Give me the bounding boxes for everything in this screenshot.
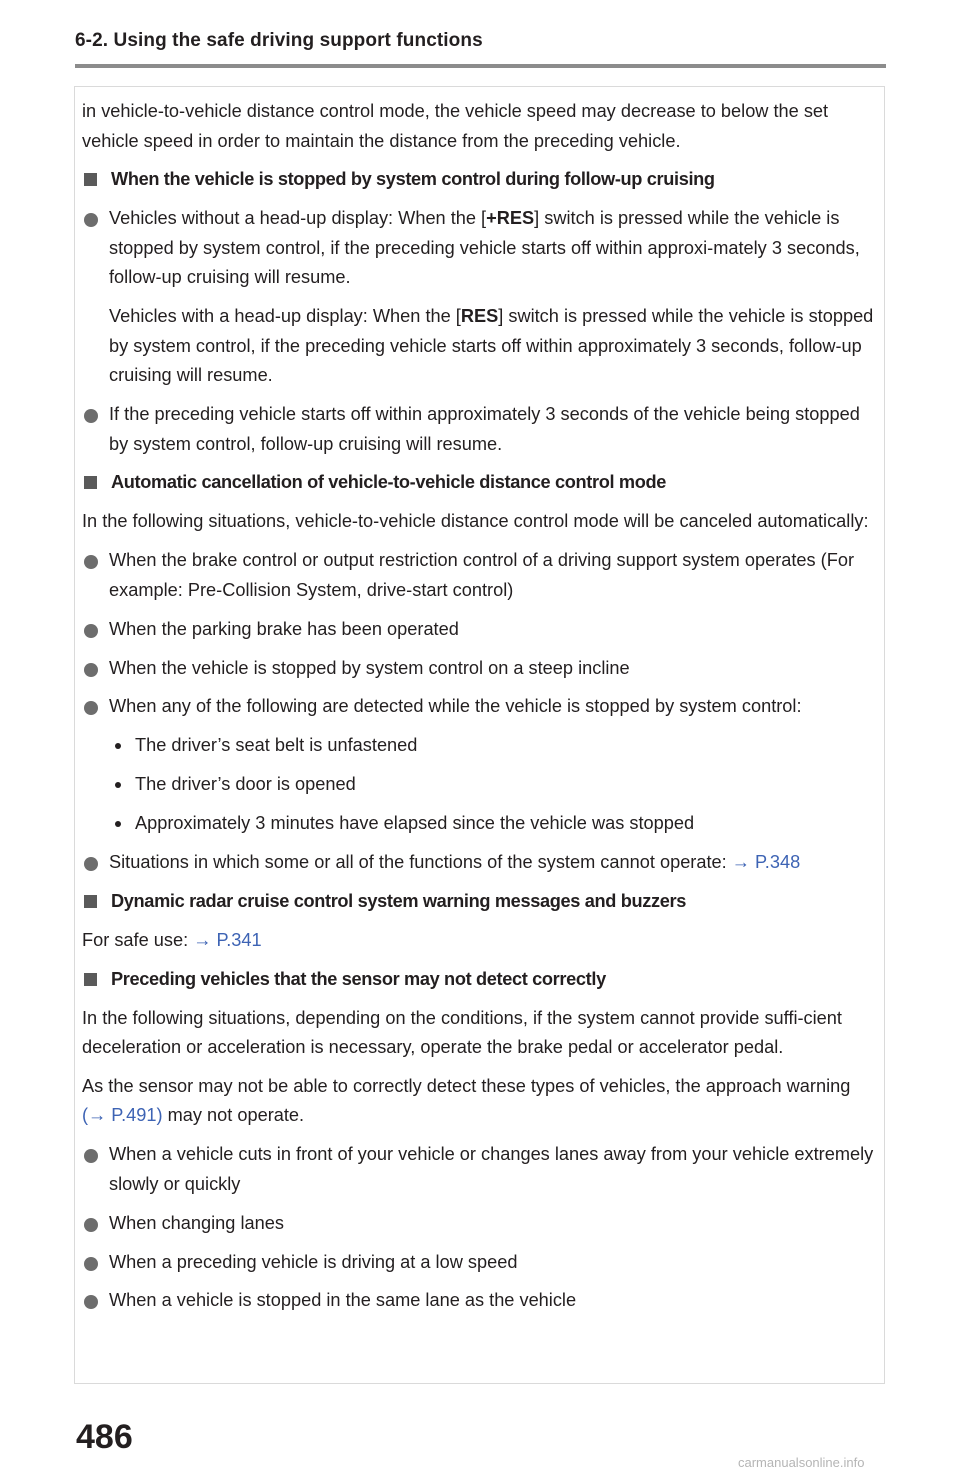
warnings-paragraph [82, 926, 877, 956]
square-bullet-icon [84, 895, 97, 908]
page-link-491[interactable]: (→ P.491) [82, 1105, 163, 1126]
sub-list-item [82, 731, 877, 761]
circle-bullet-icon [84, 624, 98, 638]
item-text: When the parking brake has been operated [109, 618, 459, 639]
square-bullet-icon [84, 973, 97, 986]
circle-bullet-icon [84, 1295, 98, 1309]
circle-bullet-icon [84, 1257, 98, 1271]
heading-preceding-text: Preceding vehicles that the sensor may not detect correctly [111, 968, 606, 989]
list-item [82, 848, 877, 878]
item-text: If the preceding vehicle starts off within approximately 3 seconds of the vehicle being stopped by system control, follow-up cruising will resume. [109, 404, 860, 454]
preceding-paragraph-2 [82, 1072, 877, 1131]
item-text: When any of the following are detected while the vehicle is stopped by system control: [109, 696, 802, 717]
cancellation-intro: In the following situations, vehicle-to-vehicle distance control mode will be canceled automatically: [82, 511, 869, 532]
circle-bullet-icon [84, 663, 98, 677]
heading-cancellation-text: Automatic cancellation of vehicle-to-vehicle distance control mode [111, 472, 666, 493]
header-divider [75, 64, 886, 68]
item-text-post: ] switch is pressed while the vehicle is stopped by system control, if the preceding vehicle starts off within approxi-mately 3 seconds, follow-up cruising will resume. [109, 208, 860, 288]
page-link-341[interactable]: → P.341 [193, 929, 262, 950]
small-bullet-icon [115, 782, 121, 788]
circle-bullet-icon [84, 555, 98, 569]
list-item [82, 654, 877, 684]
page-number: 486 [76, 1418, 133, 1456]
p2-text-pre: As the sensor may not be able to correctly detect these types of vehicles, the approach warning [82, 1075, 851, 1096]
list-item [82, 1140, 877, 1199]
square-bullet-icon [84, 476, 97, 489]
item-text: When changing lanes [109, 1212, 284, 1233]
watermark: carmanualsonline.info [738, 1455, 865, 1470]
sub-list-item [82, 770, 877, 800]
list-item [82, 204, 877, 293]
heading-stopped-text: When the vehicle is stopped by system control during follow-up cruising [111, 169, 715, 190]
item-text-pre: Vehicles with a head-up display: When the [ [109, 306, 461, 327]
p2-text-post: may not operate. [167, 1105, 305, 1126]
sub-list-item [82, 809, 877, 839]
sub-item-text: The driver’s door is opened [135, 774, 356, 795]
preceding-paragraph-1: In the following situations, depending on the conditions, if the system cannot provide suffi-cient deceleration or acceleration is necessary, operate the brake pedal or accelerator pedal. [82, 1007, 842, 1058]
heading-preceding [82, 965, 877, 995]
item-text: When the vehicle is stopped by system control on a steep incline [109, 657, 630, 678]
item-text: When a vehicle is stopped in the same lane as the vehicle [109, 1290, 577, 1311]
item-text: When the brake control or output restriction control of a driving support system operates (For example: Pre-Collision System, drive-start control) [109, 550, 855, 600]
list-item [82, 615, 877, 645]
heading-cancellation [82, 468, 877, 498]
list-item [82, 1209, 877, 1239]
list-item [82, 400, 877, 459]
circle-bullet-icon [84, 1218, 98, 1232]
res-switch-label: RES [460, 306, 499, 327]
list-item [82, 1286, 877, 1316]
section-title: 6-2. Using the safe driving support functions [75, 30, 483, 51]
item-text: When a preceding vehicle is driving at a low speed [109, 1251, 518, 1272]
page-link-348[interactable]: → P.348 [731, 851, 801, 872]
res-plus-switch-label: +RES [486, 208, 535, 229]
page-content [82, 97, 877, 1325]
item-text-pre: Vehicles without a head-up display: When the [ [109, 208, 487, 229]
circle-bullet-icon [84, 1149, 98, 1163]
square-bullet-icon [84, 173, 97, 186]
heading-warnings-text: Dynamic radar cruise control system warning messages and buzzers [111, 890, 686, 911]
heading-stopped [82, 165, 877, 195]
item-text: When a vehicle cuts in front of your vehicle or changes lanes away from your vehicle extremely slowly or quickly [109, 1144, 874, 1194]
warnings-text: For safe use: [82, 929, 189, 950]
sub-item-text: The driver’s seat belt is unfastened [135, 735, 418, 756]
circle-bullet-icon [84, 857, 98, 871]
circle-bullet-icon [84, 213, 98, 227]
list-item [82, 546, 877, 605]
small-bullet-icon [115, 821, 121, 827]
list-item [82, 1248, 877, 1278]
small-bullet-icon [115, 743, 121, 749]
sub-item-text: Approximately 3 minutes have elapsed since the vehicle was stopped [135, 813, 695, 834]
list-item-continuation [82, 302, 877, 391]
circle-bullet-icon [84, 701, 98, 715]
heading-warnings [82, 887, 877, 917]
intro-paragraph: in vehicle-to-vehicle distance control mode, the vehicle speed may decrease to below the set vehicle speed in order to maintain the distance from the preceding vehicle. [82, 101, 829, 151]
circle-bullet-icon [84, 409, 98, 423]
item-text-post: ] switch is pressed while the vehicle is stopped by system control, if the preceding vehicle starts off within approximately 3 seconds, follow-up cruising will resume. [109, 306, 874, 386]
item-text: Situations in which some or all of the functions of the system cannot operate: [109, 851, 727, 872]
list-item [82, 692, 877, 722]
